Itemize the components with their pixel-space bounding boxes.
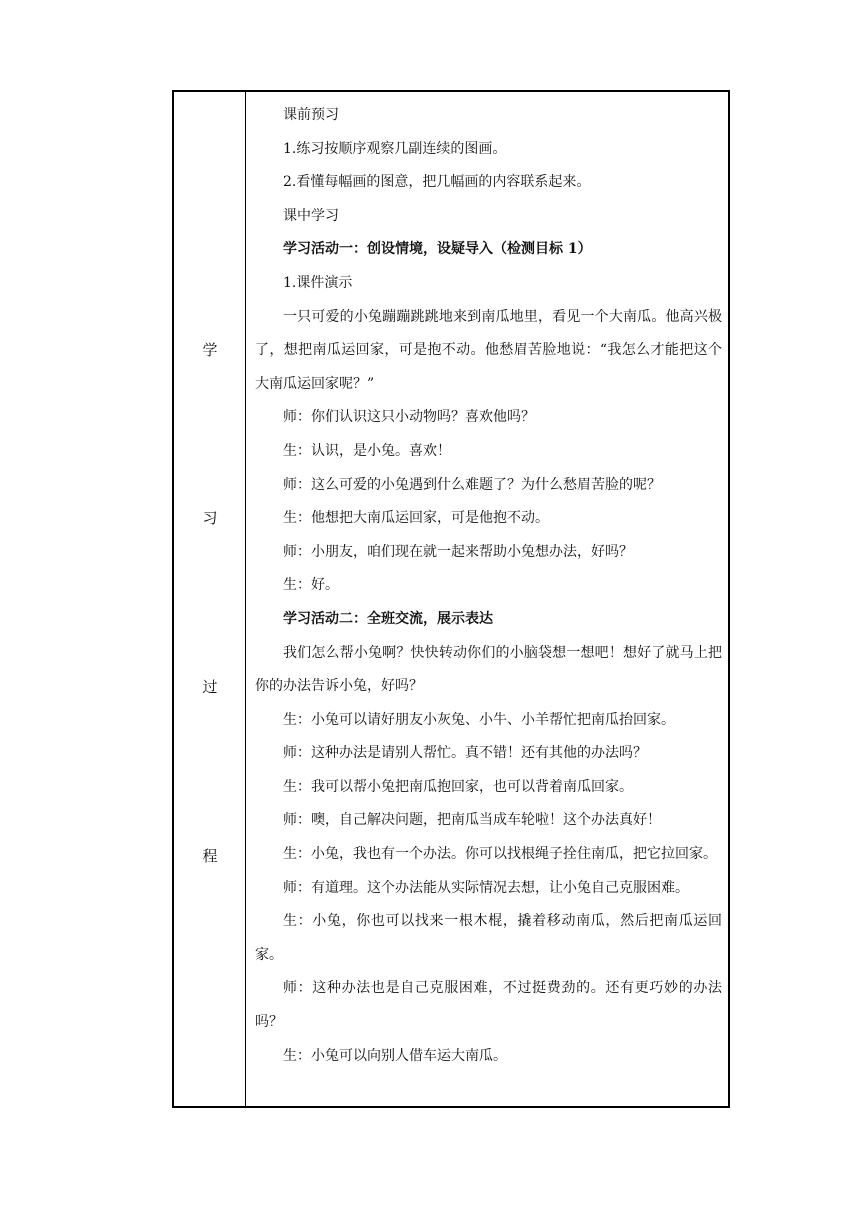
- paragraph: 师：噢，自己解决问题，把南瓜当成车轮啦！这个办法真好！: [283, 812, 661, 829]
- paragraph: 一只可爱的小兔蹦蹦跳跳地来到南瓜地里，看见一个大南瓜。他高兴极了，想把南瓜运回家，可是抱不动。他愁眉苦脸地说：“我怎么才能把这个大南瓜运回家呢？”: [255, 308, 722, 392]
- paragraph: 1.练习按顺序观察几副连续的图画。: [283, 140, 507, 157]
- paragraph: 生：我可以帮小兔把南瓜抱回家，也可以背着南瓜回家。: [283, 778, 633, 795]
- paragraph: 生：小兔可以向别人借车运大南瓜。: [283, 1047, 507, 1064]
- paragraph: 生：认识，是小兔。喜欢！: [283, 442, 451, 459]
- paragraph: 生：小兔，我也有一个办法。你可以找根绳子拴住南瓜，把它拉回家。: [283, 846, 717, 863]
- section-label-char: 学: [202, 341, 218, 359]
- paragraph: 2.看懂每幅画的图意，把几幅画的内容联系起来。: [283, 174, 591, 191]
- paragraph: 师：有道理。这个办法能从实际情况去想，让小兔自己克服困难。: [283, 879, 689, 896]
- section-label-char: 过: [202, 678, 218, 696]
- section-heading: 学习活动二：全班交流，展示表达: [283, 610, 493, 627]
- section-heading: 学习活动一：创设情境，设疑导入（检测目标 1）: [283, 241, 592, 258]
- section-label-char: 程: [202, 847, 218, 865]
- section-label-column: [174, 92, 246, 1106]
- paragraph: 生：好。: [283, 577, 339, 594]
- paragraph: 师：这种办法是请别人帮忙。真不错！还有其他的办法吗？: [283, 745, 647, 762]
- paragraph: 我们怎么帮小兔啊？快快转动你们的小脑袋想一想吧！想好了就马上把你的办法告诉小兔，好吗？: [255, 644, 722, 695]
- paragraph: 师：这种办法也是自己克服困难，不过挺费劲的。还有更巧妙的办法吗？: [255, 980, 722, 1031]
- paragraph: 课前预习: [283, 107, 339, 123]
- paragraph: 1.课件演示: [283, 274, 353, 291]
- paragraph: 师：你们认识这只小动物吗？喜欢他吗？: [283, 409, 535, 426]
- paragraph: 生：小兔，你也可以找来一根木棍，撬着移动南瓜，然后把南瓜运回家。: [255, 913, 722, 963]
- paragraph: 生：小兔可以请好朋友小灰兔、小牛、小羊帮忙把南瓜抬回家。: [283, 711, 675, 728]
- paragraph: 师：这么可爱的小兔遇到什么难题了？为什么愁眉苦脸的呢？: [283, 476, 661, 493]
- lesson-table: [172, 90, 730, 1108]
- lesson-content: [247, 92, 728, 1106]
- paragraph: 课中学习: [283, 207, 339, 224]
- section-label-char: 习: [202, 509, 218, 527]
- paragraph: 师：小朋友，咱们现在就一起来帮助小兔想办法，好吗？: [283, 543, 633, 560]
- paragraph: 生：他想把大南瓜运回家，可是他抱不动。: [283, 510, 549, 527]
